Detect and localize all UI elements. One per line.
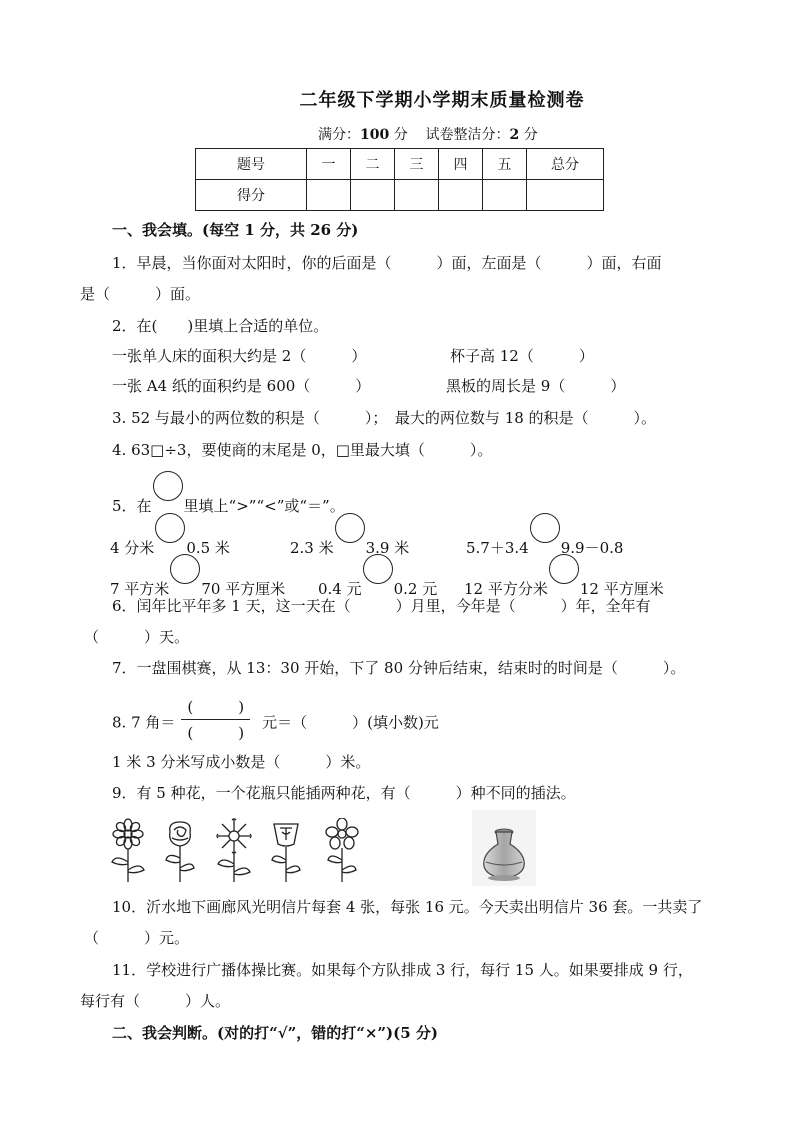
comparison-left: 7 平方米 bbox=[110, 580, 170, 598]
question-9: 9．有 5 种花，一个花瓶只能插两种花，有（ ）种不同的插法。 bbox=[112, 784, 576, 802]
vase-icon bbox=[472, 810, 536, 886]
comparison-right: 9.9－0.8 bbox=[560, 539, 624, 557]
comparison-answer-circle[interactable] bbox=[530, 513, 560, 543]
question-10-line-1: 10．沂水地下画廊风光明信片每套 4 张，每张 16 元。今天卖出明信片 36 套。一共卖了 bbox=[112, 898, 703, 916]
question-8-suffix: 元＝（ ）(填小数)元 bbox=[262, 713, 439, 732]
question-5-intro bbox=[112, 483, 345, 516]
comparison-circle-icon bbox=[153, 471, 183, 501]
question-3: 3. 52 与最小的两位数的积是（ ）； 最大的两位数与 18 的积是（ ）。 bbox=[112, 409, 657, 427]
question-11-line-2: 每行有（ ）人。 bbox=[80, 992, 231, 1010]
question-7: 7．一盘围棋赛，从 13：30 开始，下了 80 分钟后结束，结束时的时间是（ ）。 bbox=[112, 659, 686, 677]
comparison-1 bbox=[110, 525, 230, 558]
comparison-right: 0.5 米 bbox=[186, 539, 230, 557]
comparison-left: 2.3 米 bbox=[290, 539, 334, 557]
comparison-2 bbox=[290, 525, 409, 558]
question-8-prefix: 8. 7 角＝ bbox=[112, 713, 176, 732]
comparison-right: 3.9 米 bbox=[365, 539, 410, 557]
question-6-line-1: 6．闰年比平年多 1 天，这一天在（ ）月里，今年是（ ）年，全年有 bbox=[112, 597, 651, 615]
full-score-label: 满分： bbox=[318, 127, 360, 143]
question-2-a: 一张单人床的面积大约是 2（ ） bbox=[112, 347, 367, 365]
question-8-line-2: 1 米 3 分米写成小数是（ ）米。 bbox=[112, 753, 371, 771]
rose-icon bbox=[160, 818, 200, 884]
neat-score-label: 试卷整洁分： bbox=[425, 127, 510, 143]
comparison-left: 12 平方分米 bbox=[464, 580, 548, 598]
full-score-unit: 分 bbox=[393, 127, 408, 143]
question-2-c: 一张 A4 纸的面积约是 600（ ） bbox=[112, 377, 371, 395]
question-2-intro: 2．在( )里填上合适的单位。 bbox=[112, 317, 329, 335]
score-header-cell: 四 bbox=[439, 149, 483, 180]
section-1-header: 一、我会填。(每空 1 分，共 26 分) bbox=[112, 221, 359, 239]
full-score-value: 100 bbox=[360, 127, 390, 143]
question-4: 4. 63□÷3，要使商的末尾是 0，□里最大填（ ）。 bbox=[112, 441, 493, 459]
comparison-answer-circle[interactable] bbox=[363, 554, 393, 584]
section-2-header: 二、我会判断。(对的打“√”，错的打“×”)(5 分) bbox=[112, 1024, 438, 1042]
page-title: 二年级下学期小学期末质量检测卷 bbox=[299, 90, 585, 111]
flower-1-icon bbox=[108, 818, 148, 884]
score-header-cell: 题号 bbox=[196, 149, 307, 180]
score-table-header-row bbox=[196, 149, 604, 180]
score-table bbox=[195, 148, 604, 211]
fraction-denominator: ( ) bbox=[187, 724, 245, 742]
score-header-cell: 二 bbox=[351, 149, 395, 180]
comparison-right: 70 平方厘米 bbox=[201, 580, 286, 598]
score-cell[interactable] bbox=[483, 180, 527, 211]
question-5-intro-a: 5．在 bbox=[112, 497, 152, 515]
score-cell[interactable] bbox=[527, 180, 604, 211]
fraction-numerator: ( ) bbox=[181, 696, 250, 720]
comparison-right: 12 平方厘米 bbox=[579, 580, 664, 598]
question-2-b: 杯子高 12（ ） bbox=[450, 347, 594, 365]
score-header-cell: 三 bbox=[395, 149, 439, 180]
question-5-intro-b: 里填上“>”“<”或“＝”。 bbox=[183, 497, 345, 515]
question-6-line-2: （ ）天。 bbox=[84, 628, 190, 646]
question-11-line-1: 11．学校进行广播体操比赛。如果每个方队排成 3 行，每行 15 人。如果要排成 9 行， bbox=[112, 961, 693, 979]
score-cell[interactable] bbox=[439, 180, 483, 211]
score-info bbox=[318, 124, 538, 144]
tulip-icon bbox=[266, 818, 306, 884]
score-row-label: 得分 bbox=[196, 180, 307, 211]
comparison-left: 0.4 元 bbox=[318, 580, 362, 598]
comparison-right: 0.2 元 bbox=[393, 580, 438, 598]
question-10-line-2: （ ）元。 bbox=[84, 929, 190, 947]
fraction-blank[interactable] bbox=[181, 696, 250, 743]
comparison-answer-circle[interactable] bbox=[335, 513, 365, 543]
score-cell[interactable] bbox=[351, 180, 395, 211]
score-header-cell: 总分 bbox=[527, 149, 604, 180]
comparison-answer-circle[interactable] bbox=[549, 554, 579, 584]
flower-5-icon bbox=[322, 818, 362, 884]
comparison-left: 4 分米 bbox=[110, 539, 155, 557]
score-cell[interactable] bbox=[307, 180, 351, 211]
daisy-icon bbox=[214, 818, 254, 884]
question-1-line-1: 1．早晨，当你面对太阳时，你的后面是（ ）面，左面是（ ）面，右面 bbox=[112, 254, 662, 272]
question-1-line-2: 是（ ）面。 bbox=[80, 285, 201, 303]
score-cell[interactable] bbox=[395, 180, 439, 211]
question-8-line-1 bbox=[112, 700, 439, 747]
neat-score-value: 2 bbox=[509, 127, 520, 143]
neat-score-unit: 分 bbox=[523, 127, 538, 143]
comparison-left: 5.7＋3.4 bbox=[466, 539, 529, 557]
score-header-cell: 五 bbox=[483, 149, 527, 180]
question-2-d: 黑板的周长是 9（ ） bbox=[446, 377, 626, 395]
score-header-cell: 一 bbox=[307, 149, 351, 180]
comparison-answer-circle[interactable] bbox=[155, 513, 185, 543]
score-table-score-row bbox=[196, 180, 604, 211]
comparison-answer-circle[interactable] bbox=[170, 554, 200, 584]
comparison-3 bbox=[466, 525, 623, 558]
